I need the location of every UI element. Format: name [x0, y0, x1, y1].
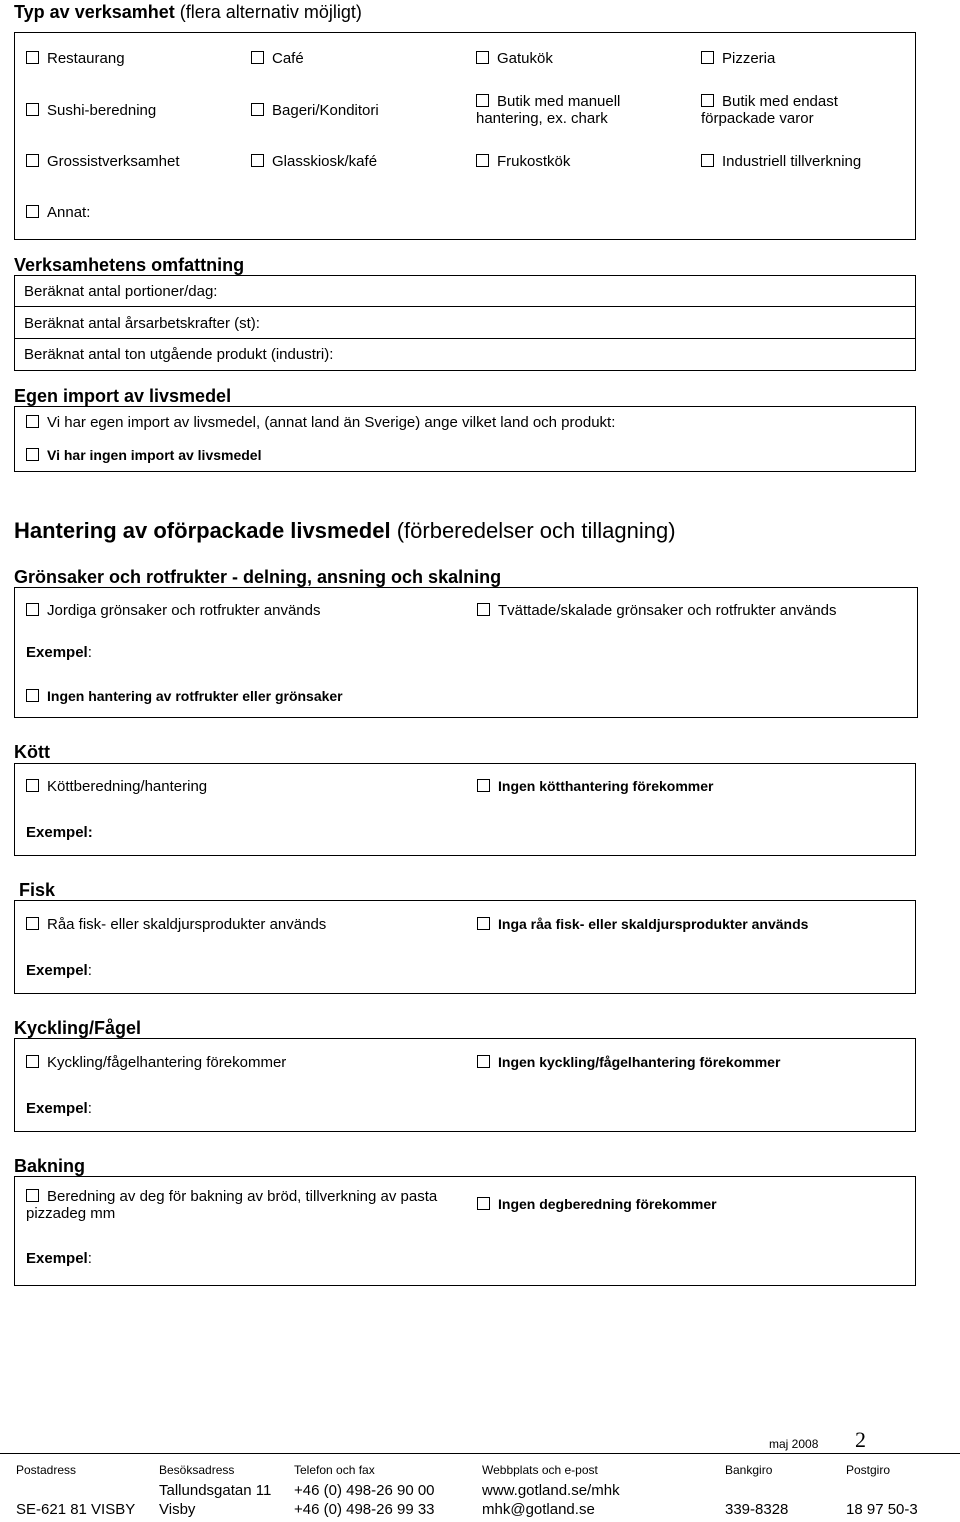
- checkbox-icon[interactable]: [477, 1197, 490, 1210]
- fish-heading: Fisk: [19, 880, 56, 900]
- checkbox-jordiga[interactable]: Jordiga grönsaker och rotfrukter används: [26, 602, 446, 619]
- footer-header-postgiro: Postgiro: [846, 1463, 891, 1477]
- checkbox-frukostkok[interactable]: Frukostkök: [476, 153, 676, 170]
- checkbox-annat[interactable]: Annat:: [26, 204, 226, 221]
- checkbox-icon[interactable]: [26, 917, 39, 930]
- fish-box: [14, 900, 916, 994]
- section-title: Typ av verksamhet (flera alternativ möjligt): [14, 2, 362, 22]
- checkbox-fish-no[interactable]: Inga råa fisk- eller skaldjursprodukter används: [477, 916, 897, 933]
- checkbox-icon[interactable]: [251, 154, 264, 167]
- scope-heading: Verksamhetens omfattning: [14, 255, 245, 275]
- footer-postal: SE-621 81 VISBY: [16, 1501, 136, 1518]
- checkbox-icon[interactable]: [26, 154, 39, 167]
- vegetables-example-label: Exempel:: [26, 644, 92, 661]
- checkbox-icon[interactable]: [476, 94, 489, 107]
- checkbox-meat-no[interactable]: Ingen kötthantering förekommer: [477, 778, 897, 795]
- page-number: 2: [855, 1427, 866, 1452]
- checkbox-icon[interactable]: [26, 1055, 39, 1068]
- footer-header-bankgiro: Bankgiro: [725, 1463, 773, 1477]
- checkbox-restaurang[interactable]: Restaurang: [26, 50, 226, 67]
- footer-street: Tallundsgatan 11: [159, 1482, 272, 1499]
- poultry-heading: Kyckling/Fågel: [14, 1018, 142, 1038]
- checkbox-icon[interactable]: [701, 51, 714, 64]
- checkbox-icon[interactable]: [476, 154, 489, 167]
- page-date: maj 2008: [769, 1437, 819, 1451]
- tonnage-field[interactable]: Beräknat antal ton utgående produkt (industri):: [14, 338, 916, 371]
- checkbox-grossist[interactable]: Grossistverksamhet: [26, 153, 246, 170]
- checkbox-icon[interactable]: [476, 51, 489, 64]
- staff-field[interactable]: Beräknat antal årsarbetskrafter (st):: [14, 306, 916, 339]
- checkbox-icon[interactable]: [251, 103, 264, 116]
- checkbox-butik-manuell[interactable]: Butik med manuell hantering, ex. chark: [476, 93, 621, 127]
- checkbox-icon[interactable]: [26, 205, 39, 218]
- poultry-box: [14, 1038, 916, 1132]
- vegetables-heading: Grönsaker och rotfrukter - delning, ansning och skalning: [14, 567, 502, 587]
- checkbox-butik-forpackade[interactable]: Butik med endast förpackade varor: [701, 93, 838, 127]
- fish-example-label: Exempel:: [26, 962, 92, 979]
- checkbox-icon[interactable]: [26, 103, 39, 116]
- import-heading: Egen import av livsmedel: [14, 386, 232, 406]
- handling-heading: Hantering av oförpackade livsmedel (förberedelser och tillagning): [14, 518, 676, 543]
- checkbox-icon[interactable]: [26, 415, 39, 428]
- checkbox-poultry-yes[interactable]: Kyckling/fågelhantering förekommer: [26, 1054, 446, 1071]
- checkbox-poultry-no[interactable]: Ingen kyckling/fågelhantering förekommer: [477, 1054, 897, 1071]
- meat-heading: Kött: [14, 742, 50, 762]
- checkbox-no-vegetables[interactable]: Ingen hantering av rotfrukter eller grönsaker: [26, 688, 526, 705]
- checkbox-fish-yes[interactable]: Råa fisk- eller skaldjursprodukter används: [26, 916, 446, 933]
- footer-email[interactable]: mhk@gotland.se: [482, 1501, 595, 1518]
- checkbox-icon[interactable]: [477, 1055, 490, 1068]
- checkbox-baking-yes[interactable]: Beredning av deg för bakning av bröd, tillverkning av pasta pizzadeg mm: [26, 1188, 438, 1222]
- checkbox-icon[interactable]: [477, 917, 490, 930]
- checkbox-tvattade[interactable]: Tvättade/skalade grönsaker och rotfrukter används: [477, 602, 897, 619]
- checkbox-icon[interactable]: [26, 448, 39, 461]
- checkbox-icon[interactable]: [477, 779, 490, 792]
- footer-divider: [0, 1453, 960, 1454]
- checkbox-icon[interactable]: [26, 689, 39, 702]
- footer-web[interactable]: www.gotland.se/mhk: [482, 1482, 620, 1499]
- checkbox-icon[interactable]: [26, 603, 39, 616]
- checkbox-glasskiosk[interactable]: Glasskiosk/kafé: [251, 153, 451, 170]
- portions-field[interactable]: Beräknat antal portioner/dag:: [14, 275, 916, 307]
- footer-bankgiro: 339-8328: [725, 1501, 789, 1518]
- checkbox-icon[interactable]: [26, 779, 39, 792]
- checkbox-sushi[interactable]: Sushi-beredning: [26, 102, 226, 119]
- checkbox-import-yes[interactable]: Vi har egen import av livsmedel, (annat land än Sverige) ange vilket land och produkt:: [26, 414, 886, 431]
- checkbox-meat-yes[interactable]: Köttberedning/hantering: [26, 778, 446, 795]
- footer-fax: +46 (0) 498-26 99 33: [294, 1501, 435, 1518]
- checkbox-pizzeria[interactable]: Pizzeria: [701, 50, 901, 67]
- checkbox-icon[interactable]: [701, 94, 714, 107]
- checkbox-cafe[interactable]: Café: [251, 50, 451, 67]
- checkbox-icon[interactable]: [26, 1189, 39, 1202]
- poultry-example-label: Exempel:: [26, 1100, 92, 1117]
- footer-phone: +46 (0) 498-26 90 00: [294, 1482, 435, 1499]
- footer-header-webb: Webbplats och e-post: [482, 1463, 598, 1477]
- baking-example-label: Exempel:: [26, 1250, 92, 1267]
- checkbox-icon[interactable]: [477, 603, 490, 616]
- checkbox-bageri[interactable]: Bageri/Konditori: [251, 102, 451, 119]
- checkbox-baking-no[interactable]: Ingen degberedning förekommer: [477, 1196, 897, 1213]
- checkbox-icon[interactable]: [26, 51, 39, 64]
- footer-header-besoksadress: Besöksadress: [159, 1463, 235, 1477]
- checkbox-icon[interactable]: [701, 154, 714, 167]
- checkbox-gatukok[interactable]: Gatukök: [476, 50, 676, 67]
- footer-header-telefon: Telefon och fax: [294, 1463, 375, 1477]
- footer-postgiro: 18 97 50-3: [846, 1501, 918, 1518]
- meat-box: [14, 763, 916, 856]
- checkbox-import-no[interactable]: Vi har ingen import av livsmedel: [26, 447, 626, 464]
- checkbox-industriell[interactable]: Industriell tillverkning: [701, 153, 911, 170]
- footer-city: Visby: [159, 1501, 196, 1518]
- meat-example-label: Exempel:: [26, 824, 93, 841]
- checkbox-icon[interactable]: [251, 51, 264, 64]
- footer-header-postadress: Postadress: [16, 1463, 77, 1477]
- baking-heading: Bakning: [14, 1156, 86, 1176]
